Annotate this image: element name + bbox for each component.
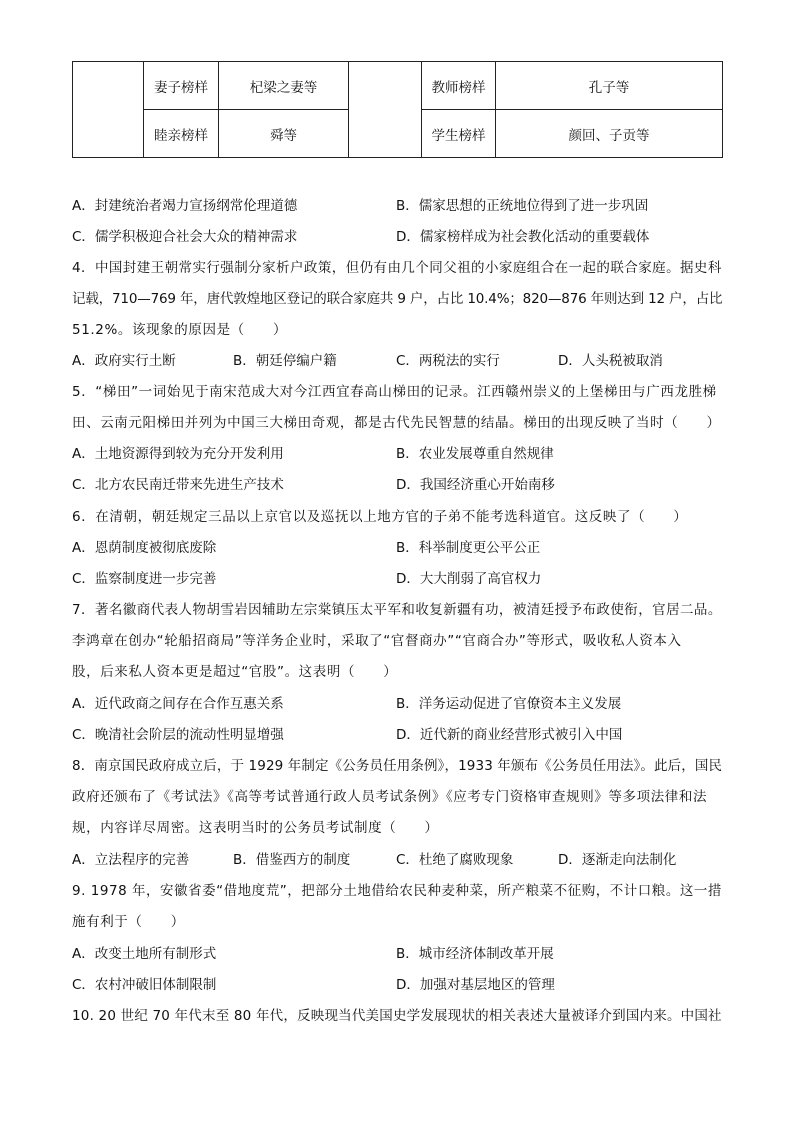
q6-option-d: D．大大削弱了高官权力 (396, 571, 542, 587)
table-cell: 妻子榜样 (144, 62, 219, 110)
q3-option-c: C．儒学积极迎合社会大众的精神需求 (72, 229, 298, 245)
q3-option-d: D．儒家榜样成为社会教化活动的重要载体 (396, 229, 650, 245)
q7-option-d: D．近代新的商业经营形式被引入中国 (396, 727, 623, 743)
q8-option-c: C．杜绝了腐败现象 (396, 852, 514, 868)
table-row (73, 62, 723, 110)
q9-option-a: A．改变土地所有制形式 (72, 946, 217, 962)
q5-stem-line2: 田、云南元阳梯田并列为中国三大梯田奇观，都是古代先民智慧的结晶。梯田的出现反映了当时（ ） (72, 415, 721, 431)
table-cell: 颜回、子贡等 (496, 110, 723, 158)
q8-stem-line2: 政府还颁布了《考试法》《高等考试普通行政人员考试条例》《应考专门资格审查规则》等多项法律和法 (72, 789, 708, 805)
table-cell: 教师榜样 (422, 62, 496, 110)
q4-option-a: A．政府实行土断 (72, 353, 176, 369)
q5-option-b: B．农业发展尊重自然规律 (396, 446, 554, 462)
q4-stem-line2: 记载，710—769 年，唐代敦煌地区登记的联合家庭共 9 户，占比 10.4%；820—876 年则达到 12 户，占比 (72, 291, 723, 307)
q7-option-c: C．晚清社会阶层的流动性明显增强 (72, 727, 284, 743)
q7-stem-line2: 李鸿章在创办“轮船招商局”等洋务企业时，采取了“官督商办”“官商合办”等形式，吸收私人资本入 (72, 633, 682, 649)
q7-stem-line3: 股，后来私人资本更是超过“官股”。这表明（ ） (72, 664, 398, 680)
q9-option-c: C．农村冲破旧体制限制 (72, 977, 217, 993)
q4-option-d: D．人头税被取消 (558, 353, 663, 369)
table-cell: 学生榜样 (422, 110, 496, 158)
q6-option-c: C．监察制度进一步完善 (72, 571, 217, 587)
q7-option-b: B．洋务运动促进了官僚资本主义发展 (396, 696, 622, 712)
q5-option-c: C．北方农民南迁带来先进生产技术 (72, 477, 284, 493)
q7-stem-line1: 7．著名徽商代表人物胡雪岩因辅助左宗棠镇压太平军和收复新疆有功，被清廷授予布政使衔，官居二品。 (72, 602, 722, 618)
q9-option-b: B．城市经济体制改革开展 (396, 946, 554, 962)
q3-option-a: A．封建统治者竭力宣扬纲常伦理道德 (72, 198, 298, 214)
role-model-table (72, 61, 723, 158)
table-cell: 舜等 (219, 110, 349, 158)
q8-option-a: A．立法程序的完善 (72, 852, 190, 868)
q9-stem-line1: 9. 1978 年，安徽省委“借地度荒”，把部分土地借给农民种麦种菜，所产粮菜不征购，不计口粮。这一措 (72, 883, 722, 899)
q4-option-b: B．朝廷停编户籍 (233, 353, 337, 369)
table-cell: 杞梁之妻等 (219, 62, 349, 110)
q4-stem-line3: 51.2%。该现象的原因是（ ） (72, 322, 288, 338)
q10-stem-line1: 10. 20 世纪 70 年代末至 80 年代，反映现当代美国史学发展现状的相关表述大量被译介到国内来。中国社 (72, 1008, 722, 1024)
q9-stem-line2: 施有利于（ ） (72, 914, 185, 930)
q5-stem-line1: 5．“梯田”一词始见于南宋范成大对今江西宜春高山梯田的记录。江西赣州崇义的上堡梯田与广西龙胜梯 (72, 384, 717, 400)
q8-option-d: D．逐渐走向法制化 (558, 852, 677, 868)
q6-stem-line1: 6．在清朝，朝廷规定三品以上京官以及巡抚以上地方官的子弟不能考选科道官。这反映了（ ） (72, 509, 688, 525)
q4-stem-line1: 4．中国封建王朝常实行强制分家析户政策，但仍有由几个同父祖的小家庭组合在一起的联合家庭。据史科 (72, 260, 722, 276)
q5-option-d: D．我国经济重心开始南移 (396, 477, 555, 493)
table-cell: 孔子等 (496, 62, 723, 110)
q4-option-c: C．两税法的实行 (396, 353, 500, 369)
q8-option-b: B．借鉴西方的制度 (233, 852, 351, 868)
q9-option-d: D．加强对基层地区的管理 (396, 977, 555, 993)
q3-option-b: B．儒家思想的正统地位得到了进一步巩固 (396, 198, 649, 214)
table-cell-empty (73, 62, 144, 158)
table-cell: 睦亲榜样 (144, 110, 219, 158)
table-cell-empty (349, 62, 422, 158)
q5-option-a: A．土地资源得到较为充分开发利用 (72, 446, 284, 462)
q8-stem-line1: 8．南京国民政府成立后，于 1929 年制定《公务员任用条例》，1933 年颁布《公务员任用法》。此后，国民 (72, 758, 723, 774)
q6-option-a: A．恩荫制度被彻底废除 (72, 540, 217, 556)
q7-option-a: A．近代政商之间存在合作互惠关系 (72, 696, 284, 712)
q8-stem-line3: 规，内容详尽周密。这表明当时的公务员考试制度（ ） (72, 820, 439, 836)
q6-option-b: B．科举制度更公平公正 (396, 540, 541, 556)
